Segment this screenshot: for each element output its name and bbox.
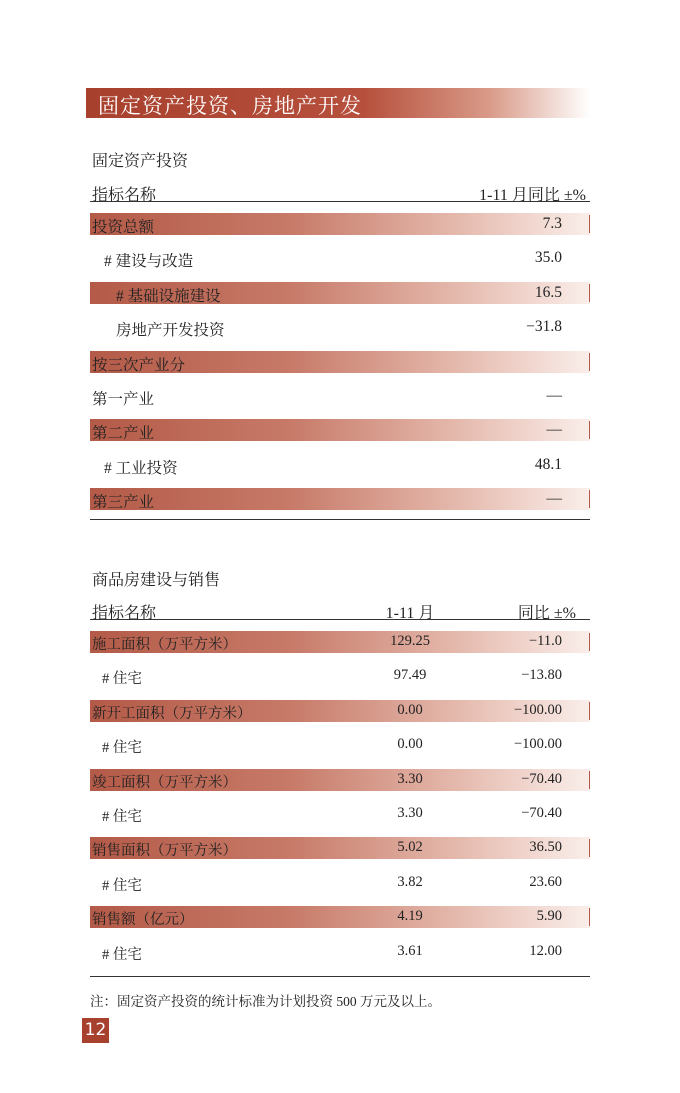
row-yoy-value: −100.00 bbox=[513, 736, 562, 753]
row-yoy-value: −70.40 bbox=[521, 770, 562, 787]
row-value: 48.1 bbox=[534, 455, 562, 473]
row-value: 35.0 bbox=[534, 249, 562, 267]
header-yoy: 同比 ±% bbox=[517, 605, 576, 622]
row-period-value: 3.61 bbox=[397, 942, 423, 959]
section1-end-rule bbox=[90, 519, 590, 520]
row-yoy-value: 23.60 bbox=[529, 873, 562, 890]
row-label: # 住宅 bbox=[102, 740, 142, 757]
row-yoy-value: −100.00 bbox=[513, 701, 562, 718]
row-yoy-value: 5.90 bbox=[536, 908, 562, 925]
header-rule bbox=[90, 619, 590, 620]
table-row bbox=[90, 488, 590, 510]
table-row bbox=[90, 385, 590, 407]
table-row bbox=[90, 734, 590, 756]
row-period-value: 5.02 bbox=[397, 839, 423, 856]
section-banner bbox=[86, 88, 590, 118]
row-period-value: 3.30 bbox=[397, 770, 423, 787]
row-period-value: 4.19 bbox=[397, 908, 423, 925]
table-row bbox=[90, 700, 590, 722]
section2-end-rule bbox=[90, 976, 590, 977]
table-row bbox=[90, 872, 590, 894]
table-row bbox=[90, 316, 590, 338]
row-value: — bbox=[546, 387, 562, 404]
section2-title: 商品房建设与销售 bbox=[92, 570, 221, 589]
row-label: # 住宅 bbox=[102, 946, 142, 963]
table-row bbox=[90, 906, 590, 928]
row-period-value: 3.82 bbox=[397, 873, 423, 890]
row-label: # 住宅 bbox=[102, 809, 142, 825]
row-label: # 基础设施建设 bbox=[116, 287, 221, 305]
row-yoy-value: 12.00 bbox=[529, 942, 562, 959]
row-yoy-value: −11.0 bbox=[528, 633, 562, 649]
row-value: 16.5 bbox=[534, 283, 562, 301]
header-period: 1-11 月 bbox=[385, 605, 435, 622]
row-period-value: 3.30 bbox=[397, 805, 423, 821]
row-label: # 建设与改造 bbox=[104, 253, 194, 271]
table-row bbox=[90, 631, 590, 653]
row-label: 投资总额 bbox=[92, 219, 155, 236]
row-label: 第一产业 bbox=[92, 391, 155, 408]
row-yoy-value: 36.50 bbox=[529, 839, 562, 856]
row-label: 按三次产业分 bbox=[92, 356, 186, 374]
table-row bbox=[90, 665, 590, 687]
banner-title: 固定资产投资、房地产开发 bbox=[98, 94, 362, 118]
table-row bbox=[90, 769, 590, 791]
footnote: 注：固定资产投资的统计标准为计划投资 500 万元及以上。 bbox=[90, 994, 441, 1009]
row-label: # 住宅 bbox=[102, 877, 142, 894]
row-label: 新开工面积（万平方米） bbox=[92, 705, 252, 722]
row-label: 房地产开发投资 bbox=[116, 322, 225, 340]
header-yoy: 1-11 月同比 ±% bbox=[479, 187, 586, 204]
header-rule bbox=[90, 201, 590, 202]
row-label: 竣工面积（万平方米） bbox=[92, 774, 237, 791]
row-period-value: 97.49 bbox=[393, 667, 427, 684]
row-period-value: 129.25 bbox=[390, 633, 430, 649]
row-value: −31.8 bbox=[526, 318, 562, 336]
section2-header bbox=[90, 598, 590, 620]
table-row bbox=[90, 247, 590, 269]
table-row bbox=[90, 351, 590, 373]
table-row bbox=[90, 419, 590, 441]
table-row bbox=[90, 803, 590, 825]
header-name: 指标名称 bbox=[92, 187, 157, 204]
table-row bbox=[90, 837, 590, 859]
row-yoy-value: −70.40 bbox=[521, 805, 562, 821]
row-label: # 工业投资 bbox=[104, 459, 178, 477]
row-yoy-value: −13.80 bbox=[521, 667, 562, 684]
header-name: 指标名称 bbox=[92, 605, 157, 622]
row-label: # 住宅 bbox=[102, 671, 142, 688]
row-label: 销售额（亿元） bbox=[92, 912, 194, 929]
row-period-value: 0.00 bbox=[397, 701, 423, 718]
table-row bbox=[90, 282, 590, 304]
row-label: 销售面积（万平方米） bbox=[92, 843, 237, 860]
table-row bbox=[90, 213, 590, 235]
row-label: 第三产业 bbox=[92, 494, 155, 512]
section1-header bbox=[90, 180, 590, 202]
row-period-value: 0.00 bbox=[397, 736, 423, 753]
section1-title: 固定资产投资 bbox=[92, 151, 189, 170]
row-label: 施工面积（万平方米） bbox=[92, 637, 237, 653]
page-number: 12 bbox=[82, 1018, 109, 1043]
row-value: — bbox=[546, 490, 562, 508]
table-row bbox=[90, 941, 590, 963]
row-value: — bbox=[546, 421, 562, 439]
row-label: 第二产业 bbox=[92, 425, 155, 443]
table-row bbox=[90, 454, 590, 476]
row-value: 7.3 bbox=[542, 215, 562, 232]
